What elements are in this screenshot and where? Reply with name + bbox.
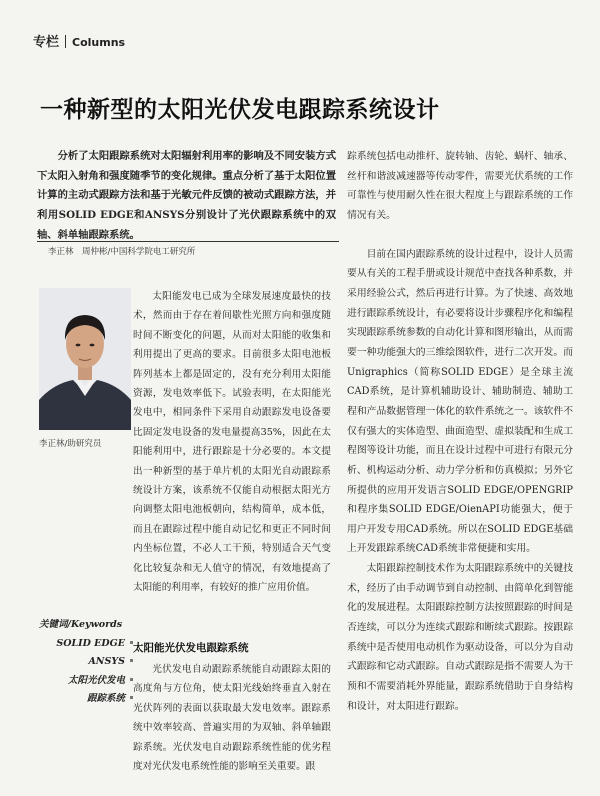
- article-title: 一种新型的太阳光伏发电跟踪系统设计: [40, 96, 440, 123]
- author-portrait-image: [39, 288, 131, 430]
- section-label-en: Columns: [72, 36, 126, 49]
- keywords-title: 关键词/Keywords: [39, 619, 123, 630]
- intro-body: [133, 287, 331, 598]
- section-label-cn: 专栏: [33, 35, 60, 50]
- abstract-divider: [37, 241, 339, 242]
- section-body: [133, 660, 331, 776]
- intro-paragraph: 太阳能发电已成为全球发展速度最快的技术，然而由于存在着间歇性光照方向和强度随时间不断变化的问题，从而对太阳能的收集和利用提出了更高的要求。目前很多太阳电池板阵列基本上都是固定的，没有充分利用太阳能资源，发电效率低下。试验表明，在太阳能光发电中，相同条件下采用自动跟踪发电设备要比固定发电设备的发电量提高35%，因此在太阳能利用中，进行跟踪是十分必要的。本文提出一种新型的基于单片机的太阳光自动跟踪系统设计方案，该系统不仅能自动根据太阳光方向调整太阳电池板朝向，结构简单，成本低，而且在跟踪过程中能自动记忆和更正不同时间内坐标位置，不必人工干预，特别适合天气变化比较复杂和无人值守的情况，有效地提高了太阳能的利用率，有较好的推广应用价值。: [133, 291, 331, 594]
- keyword-item: SOLID EDGE: [39, 635, 133, 654]
- header-divider: [65, 35, 66, 48]
- keyword-item: ANSYS: [39, 653, 133, 672]
- abstract-text: 分析了太阳跟踪系统对太阳辐射利用率的影响及不同安装方式下太阳入射角和强度随季节的变化规律。重点分析了基于太阳位置计算的主动式跟踪方法和基于光敏元件反馈的被动式跟踪方法，并利用SOLID EDGE和ANSYS分别设计了光伏跟踪系统中的双轴、斜单轴跟踪系统。: [37, 150, 336, 241]
- body-paragraph: 太阳跟踪控制技术作为太阳跟踪系统中的关键技术，经历了由手动调节到自动控制、由简单化到智能化的发展进程。太阳跟踪控制方法按照跟踪的时间是否连续，可以分为连续式跟踪和断续式跟踪。按跟踪系统中是否使用电动机作为驱动设备，可以分为自动式跟踪和它动式跟踪。自动式跟踪是指不需要人为干预和不需要消耗外界能量，跟踪系统借助于自身结构和设计，对太阳进行跟踪。: [347, 563, 573, 712]
- author-line: 李正林 周仲彬/中国科学院电工研究所: [48, 247, 196, 257]
- author-photo: [39, 288, 131, 430]
- section-paragraph: 光伏发电自动跟踪系统能自动跟踪太阳的高度角与方位角，使太阳光线始终垂直入射在光伏阵列的表面以获取最大发电效率。跟踪系统中效率较高、普遍实用的为双轴、斜单轴跟踪系统。光伏发电自动跟踪系统性能的优劣程度对光伏发电系统性能的影响至关重要。跟: [133, 664, 331, 773]
- keywords-box: [39, 616, 133, 709]
- keyword-item: 太阳光伏发电: [39, 672, 133, 691]
- photo-caption: 李正林/助研究员: [39, 439, 102, 449]
- continued-paragraph: 踪系统包括电动推杆、旋转轴、齿轮、蜗杆、轴承、丝杆和谐波减速器等传动零件，需要光伏系统的工作可靠性与使用耐久性在很大程度上与跟踪系统的工作情况有关。: [347, 151, 573, 221]
- keyword-item: 跟踪系统: [39, 690, 133, 709]
- section-heading: 太阳能光伏发电跟踪系统: [133, 642, 249, 654]
- abstract: [37, 147, 336, 246]
- body-paragraph: 目前在国内跟踪系统的设计过程中，设计人员需要从有关的工程手册或设计规范中查找各种系数，并采用经验公式，然后再进行计算。为了快速、高效地进行跟踪系统设计，有必要将设计步骤程序化和编程实现跟踪系统参数的自动化计算和图形输出，从而需要一种功能强大的三维绘图软件，进行二次开发。而Unigraphics（简称SOLID EDGE）是全球主流CAD系统，是计算机辅助设计、辅助制造、辅助工程和产品数据管理一体化的软件系统之一。该软件不仅有强大的实体造型、曲面造型、虚拟装配和生成工程图等设计功能，而且在设计过程中可进行有限元分析、机构运动分析、动力学分析和仿真模拟；另外它所提供的应用开发语言SOLID EDGE/OPENGRIP和程序集SOLID EDGE/OienAPI功能强大，便于用户开发专用CAD系统。所以在SOLID EDGE基础上开发跟踪系统CAD系统非常便捷和实用。: [347, 248, 573, 555]
- column-header: [33, 31, 125, 50]
- right-column: [347, 147, 573, 716]
